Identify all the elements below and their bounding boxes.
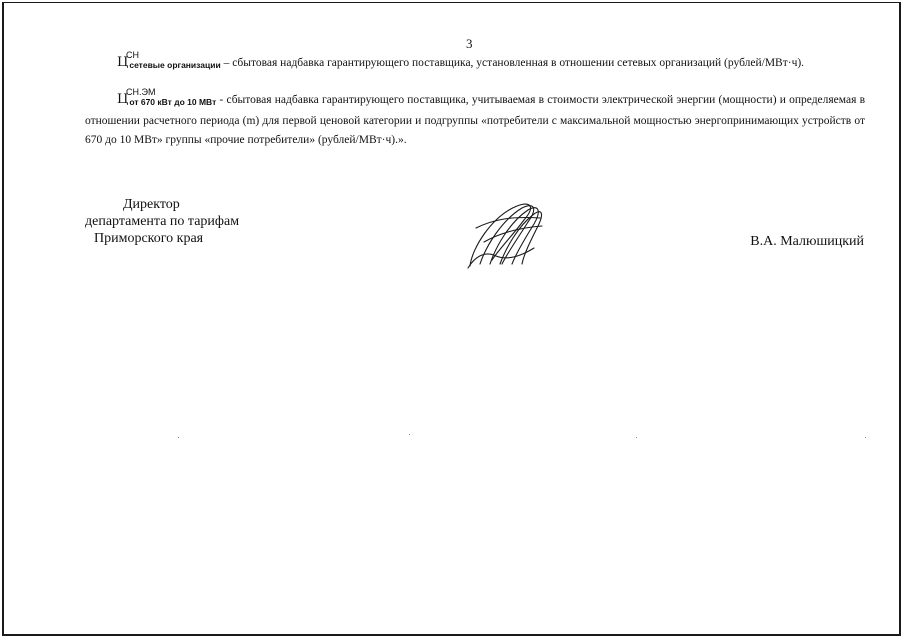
symbol-superscript: СН [126, 50, 139, 60]
scan-speck [178, 437, 179, 438]
definition-text: – сбытовая надбавка гарантирующего поставщика, установленная в отношении сетевых организаций (рублей/МВт·ч). [220, 57, 805, 69]
signatory-region: Приморского края [94, 231, 204, 246]
symbol-subscript: сетевые организации [129, 60, 221, 70]
scan-speck [409, 434, 410, 435]
symbol-tariff [117, 50, 221, 75]
definition-text: - сбытовая надбавка гарантирующего поставщика, учитываемая в стоимости электрической энергии (мощности) и определяемая в отношении расчетного периода (m) для первой ценовой категории и подгруппы «потребители с максимальной мощностью энергопринимающих устройств от 670 до 10 МВт» группы «прочие потребители» (рублей/МВт·ч).». [85, 94, 865, 146]
signatory-title-block [85, 196, 239, 247]
symbol-tariff [117, 87, 217, 112]
symbol-superscript: СН.ЭМ [126, 87, 156, 97]
signatory-department: департамента по тарифам [85, 214, 240, 229]
handwritten-signature [462, 198, 547, 270]
symbol-letter: Ц [117, 92, 129, 107]
scan-speck [636, 437, 637, 438]
page-bottom-edge [4, 634, 901, 636]
definition-paragraph-other-consumers [85, 87, 865, 150]
signatory-position: Директор [123, 197, 180, 212]
definition-paragraph-network-organizations [85, 50, 865, 75]
scan-speck [865, 437, 866, 438]
page-number: 3 [466, 36, 473, 51]
symbol-subscript: от 670 кВт до 10 МВт [129, 97, 217, 107]
symbol-letter: Ц [117, 55, 129, 70]
signer-name: В.А. Малюшицкий [750, 234, 864, 249]
